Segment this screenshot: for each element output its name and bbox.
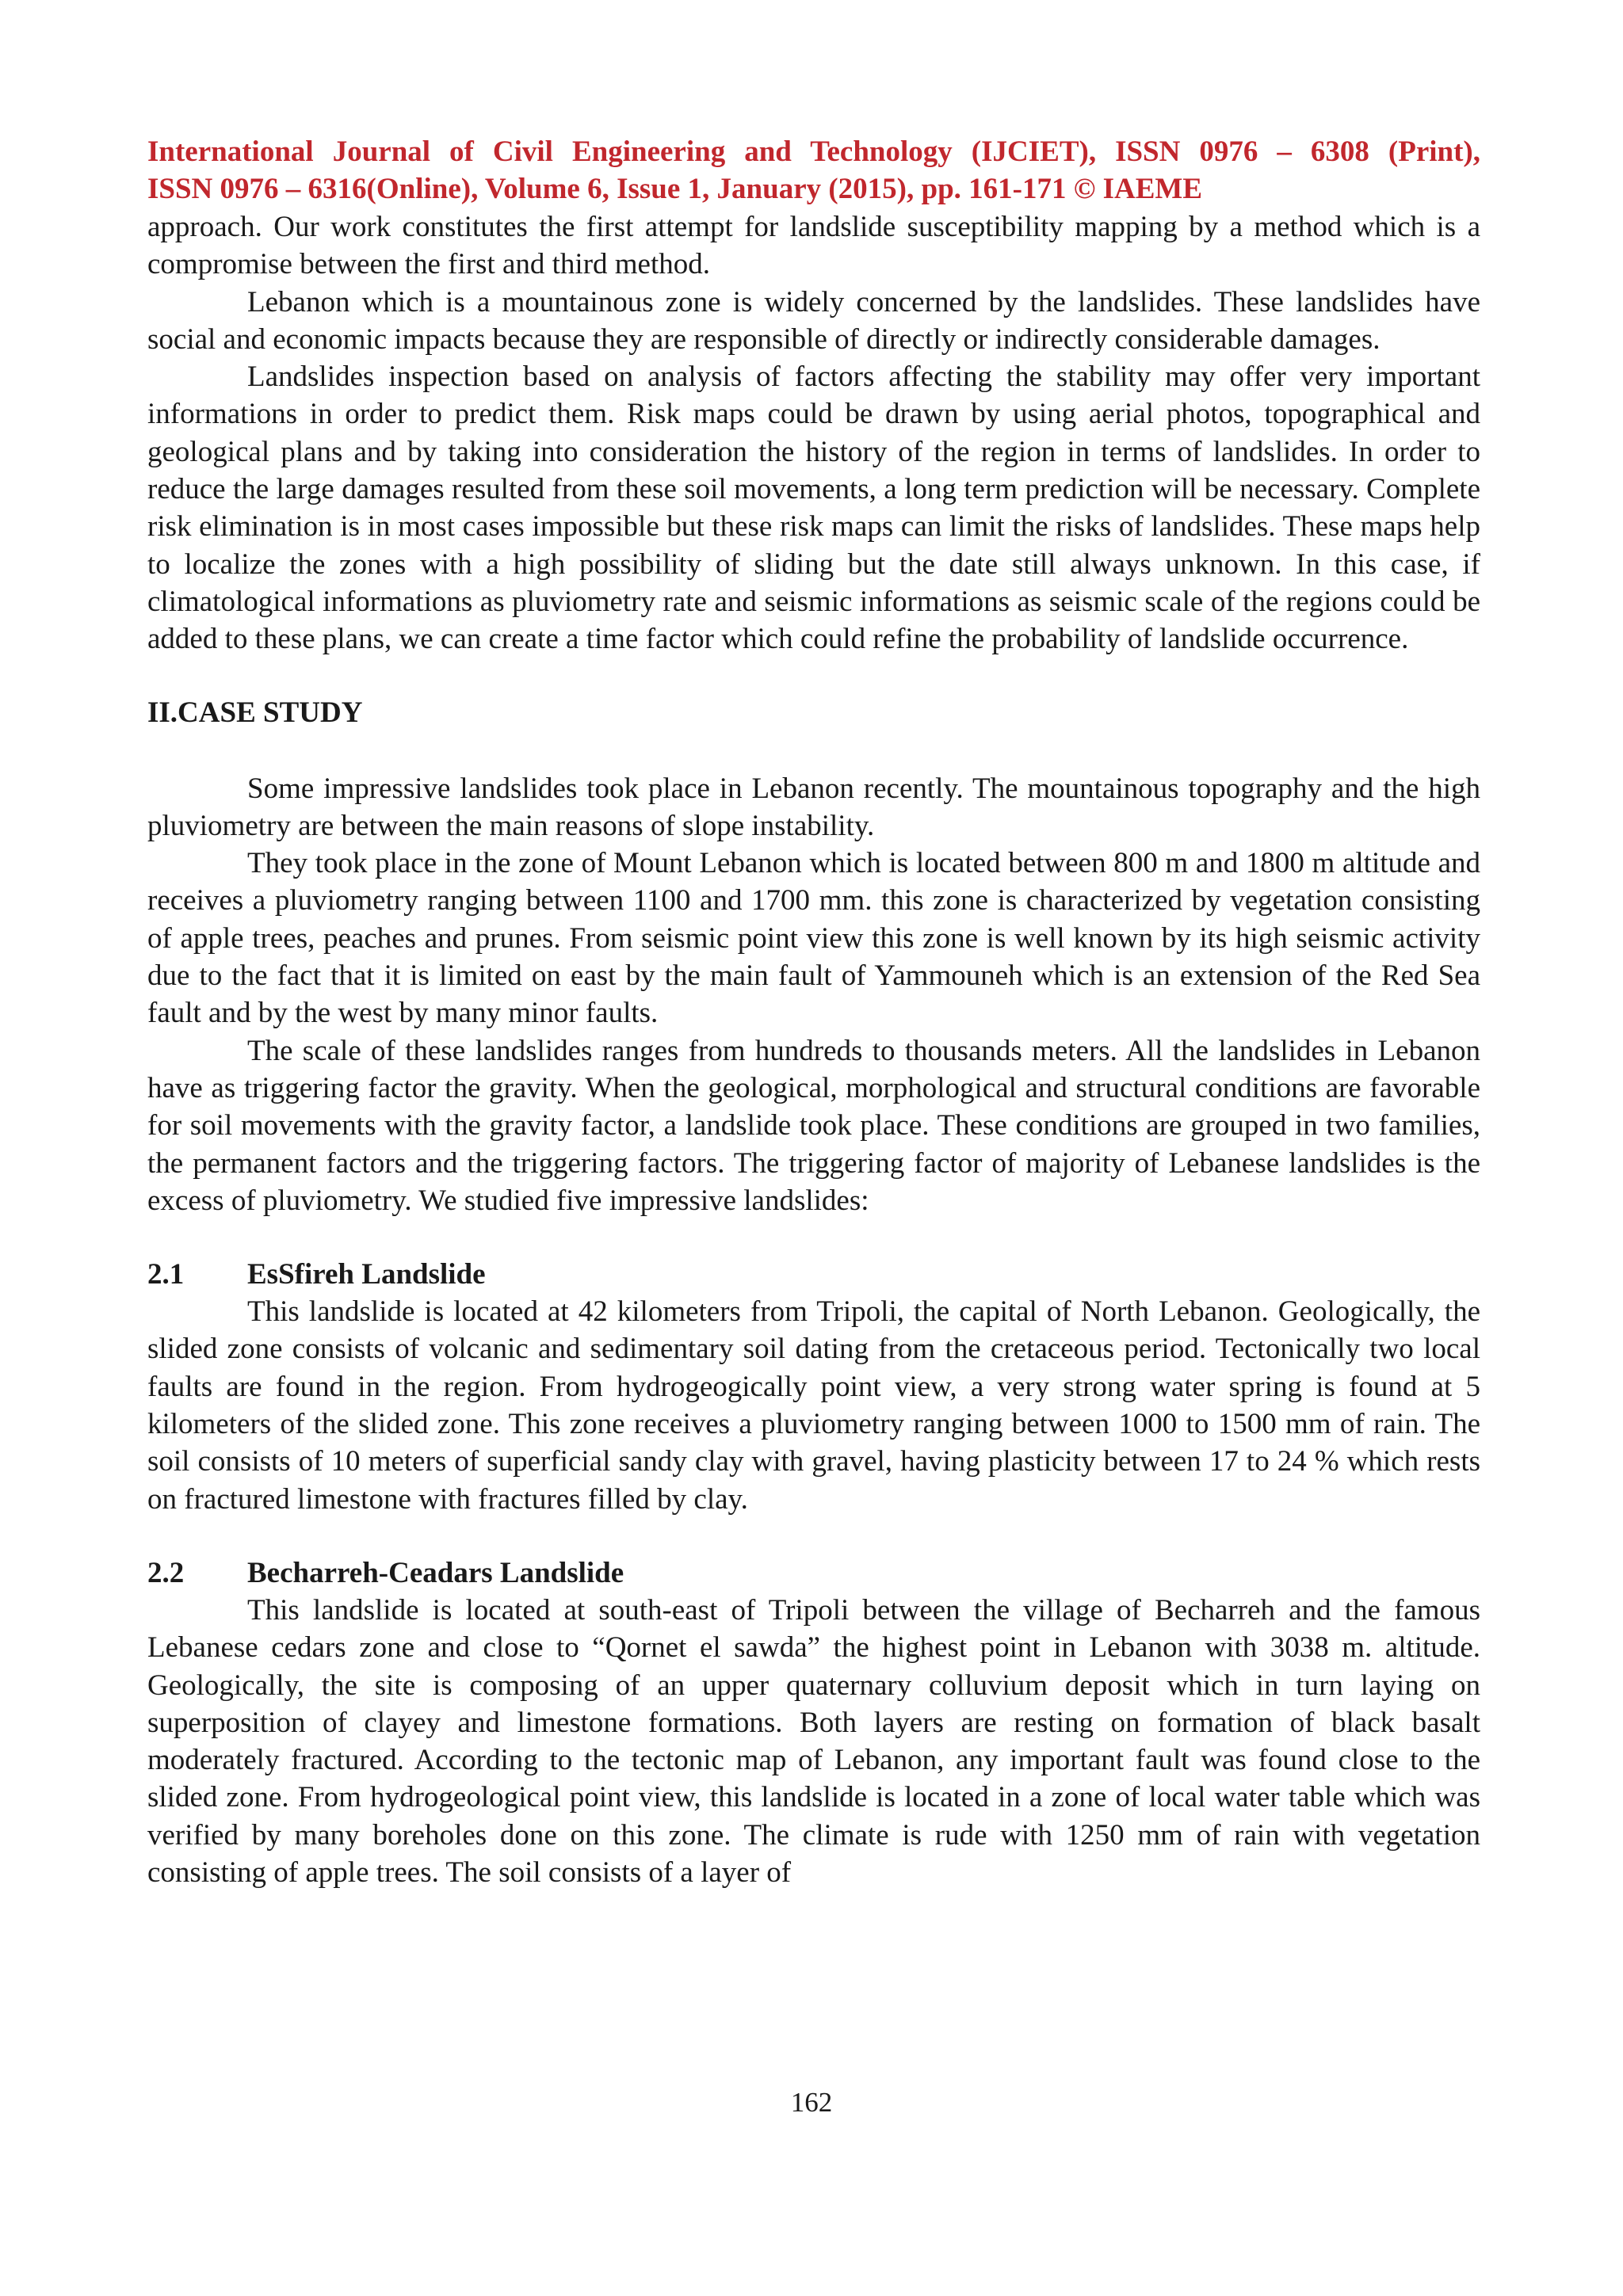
case-study-paragraph-2: They took place in the zone of Mount Lebanon which is located between 800 m and 1800 m altitude and receives a pluviometry ranging between 1100 and 1700 mm. this zone is characterized by vegetation consisting of apple trees, peaches and prunes. From seismic point view this zone is well known by its high seismic activity due to the fact that it is limited on east by the main fault of Yammouneh which is an extension of the Red Sea fault and by the west by many minor faults. (147, 847, 1480, 1030)
section-heading-case-study: II.CASE STUDY (147, 696, 363, 729)
journal-header-line-1: International Journal of Civil Engineering and Technology (IJCIET), ISSN 0976 – 6308 (Print), (147, 135, 1480, 168)
intro-paragraph-2: Lebanon which is a mountainous zone is widely concerned by the landslides. These landslides have social and economic impacts because they are responsible of directly or indirectly considerable damages. (147, 285, 1480, 356)
case-study-paragraph-3: The scale of these landslides ranges from hundreds to thousands meters. All the landslides in Lebanon have as triggering factor the gravity. When the geological, morphological and structural conditions are favorable for soil movements with the gravity factor, a landslide took place. These conditions are grouped in two families, the permanent factors and the triggering factors. The triggering factor of majority of Lebanese landslides is the excess of pluviometry. We studied five impressive landslides: (147, 1034, 1480, 1217)
subsection-heading-2-2 (147, 1554, 1480, 1592)
intro-paragraph-1: approach. Our work constitutes the first attempt for landslide susceptibility mapping by a method which is a compromise between the first and third method. (147, 211, 1480, 281)
journal-header-line-2: ISSN 0976 – 6316(Online), Volume 6, Issue 1, January (2015), pp. 161-171 © IAEME (147, 173, 1203, 205)
subsection-2-2-text: This landslide is located at south-east of Tripoli between the village of Becharreh and the famous Lebanese cedars zone and close to “Qornet el sawda” the highest point in Lebanon with 3038 m. altitude. Geologically, the site is composing of an upper quaternary colluvium deposit which in turn laying on superposition of clayey and limestone formations. Both layers are resting on formation of black basalt moderately fractured. According to the tectonic map of Lebanon, any important fault was found close to the slided zone. From hydrogeological point view, this landslide is located in a zone of local water table which was verified by many boreholes done on this zone. The climate is rude with 1250 mm of rain with vegetation consisting of apple trees. The soil consists of a layer of (147, 1593, 1480, 1889)
subsection-title: EsSfireh Landslide (247, 1258, 486, 1291)
subsection-2-1-text: This landslide is located at 42 kilometers from Tripoli, the capital of North Lebanon. Geologically, the slided zone consists of volcanic and sedimentary soil dating from the cretaceous period. Tectonically two local faults are found in the region. From hydrogeogically point view, a very strong water spring is found at 5 kilometers of the slided zone. This zone receives a pluviometry ranging between 1000 to 1500 mm of rain. The soil consists of 10 meters of superficial sandy clay with gravel, having plasticity between 17 to 24 % which rests on fractured limestone with fractures filled by clay. (147, 1295, 1480, 1516)
page-body (147, 133, 1480, 1891)
case-study-paragraph-1: Some impressive landslides took place in Lebanon recently. The mountainous topography and the high pluviometry are between the main reasons of slope instability. (147, 772, 1480, 842)
intro-paragraph-3: Landslides inspection based on analysis of factors affecting the stability may offer very important informations in order to predict them. Risk maps could be drawn by using aerial photos, topographical and geological plans and by taking into consideration the history of the region in terms of landslides. In order to reduce the large damages resulted from these soil movements, a long term prediction will be necessary. Complete risk elimination is in most cases impossible but these risk maps can limit the risks of landslides. These maps help to localize the zones with a high possibility of sliding but the date still always unknown. In this case, if climatological informations as pluviometry rate and seismic informations as seismic scale of the regions could be added to these plans, we can create a time factor which could refine the probability of landslide occurrence. (147, 360, 1480, 656)
journal-header (147, 133, 1480, 208)
page-number: 162 (790, 2087, 833, 2118)
subsection-heading-2-1 (147, 1256, 1480, 1293)
subsection-number: 2.1 (147, 1258, 185, 1291)
subsection-number: 2.2 (147, 1556, 185, 1589)
subsection-title: Becharreh-Ceadars Landslide (247, 1556, 624, 1589)
